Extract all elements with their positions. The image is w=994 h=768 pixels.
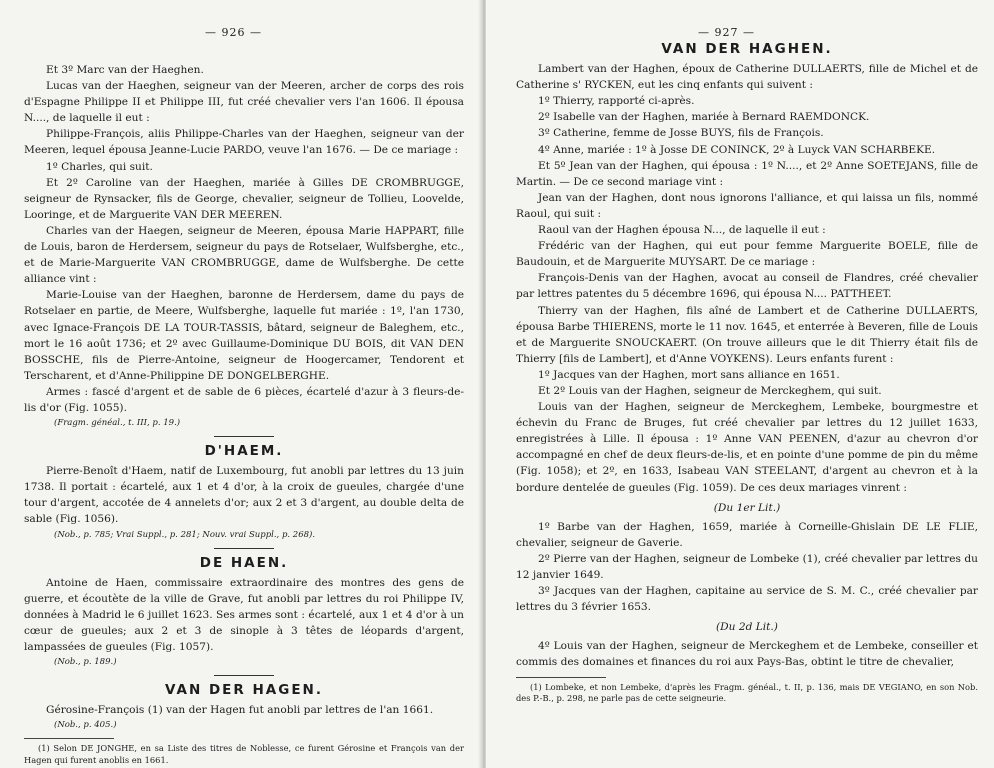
section-divider — [214, 548, 274, 549]
section-divider — [214, 675, 274, 676]
arms-paragraph: Armes : fascé d'argent et de sable de 6 pièces, écartelé d'azur à 3 fleurs-de-lis d'or (Fig. 1055). — [24, 385, 464, 414]
paragraph: 1º Charles, qui suit. — [46, 160, 153, 173]
section-title-van-der-hagen: VAN DER HAGEN. — [165, 682, 323, 699]
paragraph: 4º Anne, mariée : 1º à Josse DE CONINCK, 2º à Luyck VAN SCHARBEKE. — [538, 143, 936, 156]
paragraph: Pierre-Benoît d'Haem, natif de Luxembourg, fut anobli par lettres du 13 juin 1738. Il portait : écartelé, aux 1 et 4 d'or, à la croix de gueules, chargée d'une tour d'argent, accotée de 4 annelets d'or; aux 2 et 3 d'argent, au double delta de sable (Fig. 1056). — [24, 465, 464, 526]
left-page — [0, 0, 482, 768]
second-marriage-heading: (Du 2d Lit.) — [716, 621, 778, 634]
footnote-divider — [24, 738, 114, 739]
paragraph: Et 2º Caroline van der Haeghen, mariée à Gilles DE CROMBRUGGE, seigneur de Rynsacker, fils de George, chevalier, seigneur de Tollieu, Loovelde, Looringe, et de Marguerite VAN DER MEEREN. — [24, 176, 464, 221]
paragraph: 4º Louis van der Haghen, seigneur de Merckeghem et de Lembeke, conseiller et commis des domaines et finances du roi aux Pays-Bas, obtint le titre de chevalier, — [516, 640, 978, 669]
left-page-text — [24, 62, 464, 766]
paragraph: Lucas van der Haeghen, seigneur van der Meeren, archer de corps des rois d'Espagne Philippe II et Philippe III, fut créé chevalier vers l'an 1606. Il épousa N...., de laquelle il eut : — [24, 80, 464, 125]
footnote-divider — [516, 677, 606, 678]
section-title-van-der-haghen: VAN DER HAGHEN. — [661, 41, 833, 57]
paragraph: Et 2º Louis van der Haghen, seigneur de Merckeghem, qui suit. — [538, 384, 882, 397]
reference-note: (Nob., p. 405.) — [54, 720, 117, 731]
paragraph: Frédéric van der Haghen, qui eut pour femme Marguerite BOELE, fille de Baudouin, et de Marguerite MUYSART. De ce mariage : — [516, 240, 978, 269]
paragraph: Lambert van der Haghen, époux de Catherine DULLAERTS, fille de Michel et de Catherine s' RYCKEN, eut les cinq enfants qui suivent : — [516, 63, 978, 92]
paragraph: Raoul van der Haghen épousa N..., de laquelle il eut : — [538, 224, 826, 237]
paragraph: Jean van der Haghen, dont nous ignorons l'alliance, et qui laissa un fils, nommé Raoul, qui suit : — [516, 191, 978, 220]
paragraph: Et 5º Jean van der Haghen, qui épousa : 1º N...., et 2º Anne SOETEJANS, fille de Martin. — De ce second mariage vint : — [516, 159, 978, 188]
paragraph: Thierry van der Haghen, fils aîné de Lambert et de Catherine DULLAERTS, épousa Barbe THIERENS, morte le 11 nov. 1645, et enterrée à Beveren, fille de Louis et de Marguerite SNOUCKAERT. (On trouve ailleurs que le dit Thierry était fils de Thierry [fils de Lambert], et d'Anne VOYKENS). Leurs enfants furent : — [516, 304, 978, 365]
paragraph: 3º Catherine, femme de Josse BUYS, fils de François. — [538, 127, 824, 140]
right-page-text — [516, 38, 978, 705]
section-title-de-haen: DE HAEN. — [199, 554, 289, 571]
left-page-number: — 926 — — [205, 26, 262, 39]
reference-note: (Nob., p. 189.) — [54, 657, 117, 668]
paragraph: Marie-Louise van der Haeghen, baronne de Herdersem, dame du pays de Rotselaer en partie, de Meere, Wulfsberghe, laquelle fut mariée : 1º, l'an 1730, avec Ignace-François DE LA TOUR-TASSIS, bâtard, seigneur de Baleghem, etc., mort le 16 août 1736; et 2º avec Guillaume-Dominique DU BOIS, dit VAN DEN BOSSCHE, fils de Pierre-Antoine, seigneur de Hoogercamer, Tendorent et Terscharent, et d'Anne-Philippine DE DONGELBERGHE. — [24, 289, 464, 382]
paragraph: Louis van der Haghen, seigneur de Merckeghem, Lembeke, bourgmestre et échevin du Franc de Bruges, fut créé chevalier par lettres du 12 juillet 1633, enregistrées à Lille. Il épousa : 1º Anne VAN PEENEN, d'azur au chevron d'or accompagné en chef de deux fleurs-de-lis, et en pointe d'une pomme de pin du même (Fig. 1058); et 2º, en 1633, Isabeau VAN STEELANT, d'argent au chevron et à la bordure dentelée de gueules (Fig. 1059). De ces deux mariages vinrent : — [516, 401, 978, 494]
paragraph: 1º Jacques van der Haghen, mort sans alliance en 1651. — [538, 368, 840, 381]
paragraph: Philippe-François, aliis Philippe-Charles van der Haeghen, seigneur van der Meeren, lequel épousa Jeanne-Lucie PARDO, veuve l'an 1676. — De ce mariage : — [24, 128, 464, 157]
paragraph: François-Denis van der Haghen, avocat au conseil de Flandres, créé chevalier par lettres patentes du 5 décembre 1696, qui épousa N.... PATTHEET. — [516, 272, 978, 301]
right-page-number: — 927 — — [698, 26, 755, 39]
paragraph: 2º Pierre van der Haghen, seigneur de Lombeke (1), créé chevalier par lettres du 12 janvier 1649. — [516, 552, 978, 581]
reference-note: (Fragm. généal., t. III, p. 19.) — [54, 418, 181, 429]
footnote: (1) Lombeke, et non Lembeke, d'après les Fragm. généal., t. II, p. 136, mais DE VEGIANO, en son Nob. des P.-B., p. 298, ne parle pas de cette seigneurie. — [516, 681, 978, 704]
paragraph: 1º Thierry, rapporté ci-après. — [538, 95, 695, 108]
paragraph: Antoine de Haen, commissaire extraordinaire des montres des gens de guerre, et écoutète de la ville de Grave, fut anobli par lettres du roi Philippe IV, données à Madrid le 6 juillet 1623. Ses armes sont : écartelé, aux 1 et 4 d'or à un cœur de gueules; aux 2 et 3 de sinople à 3 têtes de léopards d'argent, lampassées de gueules (Fig. 1057). — [24, 576, 464, 653]
footnote: (1) Selon DE JONGHE, en sa Liste des titres de Noblesse, ce furent Gérosine et François van der Hagen qui furent anoblis en 1661. — [24, 743, 464, 765]
right-page — [486, 0, 994, 768]
section-divider — [214, 436, 274, 437]
reference-note: (Nob., p. 785; Vrai Suppl., p. 281; Nouv. vrai Suppl., p. 268). — [54, 529, 316, 540]
section-title-dhaem: D'HAEM. — [204, 443, 284, 460]
first-marriage-heading: (Du 1er Lit.) — [713, 501, 781, 514]
paragraph: Et 3º Marc van der Haeghen. — [46, 64, 204, 76]
paragraph: 3º Jacques van der Haghen, capitaine au service de S. M. C., créé chevalier par lettres du 3 février 1653. — [516, 585, 978, 614]
paragraph: 2º Isabelle van der Haghen, mariée à Bernard RAEMDONCK. — [538, 111, 870, 124]
paragraph: Charles van der Haegen, seigneur de Meeren, épousa Marie HAPPART, fille de Louis, baron de Herdersem, seigneur du pays de Rotselaer, Wulfsberghe, etc., et de Marie-Marguerite VAN CROMBRUGGE, dame de Wulfsberghe. De cette alliance vint : — [24, 224, 464, 286]
paragraph: Gérosine-François (1) van der Hagen fut anobli par lettres de l'an 1661. — [46, 704, 434, 717]
paragraph: 1º Barbe van der Haghen, 1659, mariée à Corneille-Ghislain DE LE FLIE, chevalier, seigneur de Gaverie. — [516, 520, 978, 549]
